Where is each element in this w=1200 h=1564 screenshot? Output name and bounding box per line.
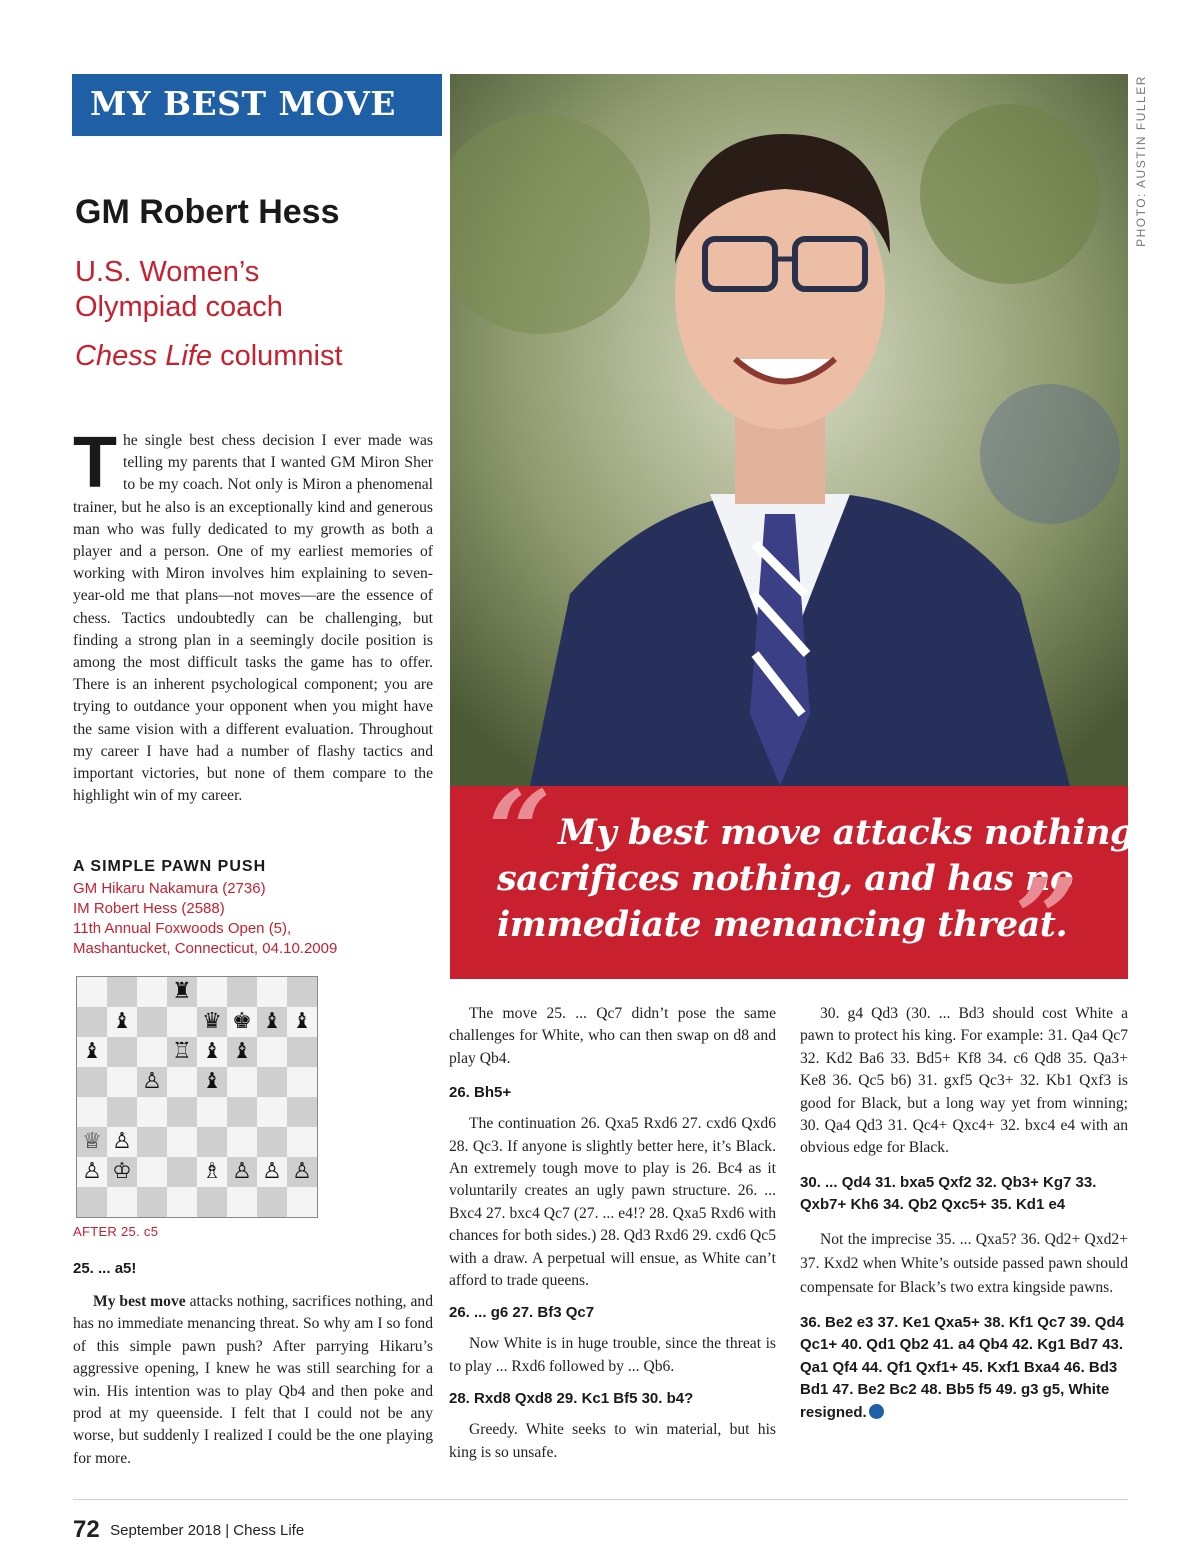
paragraph: 30. g4 Qd3 (30. ... Bd3 should cost White a pawn to protect his king. For example: 31. Qa4 Qc7 32. Kd2 Ba6 33. Bd5+ Kf8 34. c6 Qd8 35. Qa3+ Ke8 36. Qc5 b6) 31. gxf5 Qc3+ 32. Kb1 Qxf3 is good for Black, but a long way yet from winning; 30. Qa4 Qd3 31. Qc4+ Qxc4+ 32. bxc4 e4 with an obvious edge for Black. — [800, 1005, 1128, 1157]
photo-credit — [1131, 74, 1153, 254]
chess-square — [197, 1097, 227, 1127]
page-number: 72 — [73, 1516, 100, 1543]
pull-quote-line2: sacrifices nothing, and has no — [497, 858, 1073, 899]
paragraph-text: attacks nothing, sacrifices nothing, and has no immediate menancing threat. So why am I so fond of this simple pawn push? After parrying Hikaru’s aggressive opening, I knew he was still searching for a win. His intention was to play Qb4 and then poke and prod at my queenside. I felt that I could not be any worse, but suddenly I realized I could be the one playing for more. — [73, 1293, 433, 1467]
chess-piece-square: ♝ — [257, 1007, 287, 1037]
author-role-line2: Olympiad coach — [75, 291, 283, 323]
chess-square — [257, 1187, 287, 1217]
game-place-date: Mashantucket, Connecticut, 04.10.2009 — [73, 940, 338, 957]
author-photo — [450, 74, 1128, 786]
chess-piece-square: ♙ — [227, 1157, 257, 1187]
game-black-player: IM Robert Hess (2588) — [73, 900, 225, 917]
move-annotation: 26. ... g6 27. Bf3 Qc7 — [449, 1304, 595, 1322]
move-annotation: 25. ... a5! — [73, 1260, 137, 1277]
chess-square — [77, 977, 107, 1007]
chess-square — [257, 1037, 287, 1067]
move-annotation: 28. Rxd8 Qxd8 29. Kc1 Bf5 30. b4? — [449, 1390, 694, 1408]
chess-square — [287, 977, 317, 1007]
section-title: MY BEST MOVE — [90, 84, 396, 123]
chess-square — [167, 1127, 197, 1157]
chess-piece-square: ♝ — [77, 1037, 107, 1067]
chess-square — [257, 1067, 287, 1097]
move-annotation: 30. ... Qd4 31. bxa5 Qxf2 32. Qb3+ Kg7 33. Qxb7+ Kh6 34. Qb2 Qxc5+ 35. Kd1 e4 — [800, 1173, 1097, 1213]
move-annotation: 26. Bh5+ — [449, 1084, 512, 1102]
chess-square — [167, 1007, 197, 1037]
paragraph: The move 25. ... Qc7 didn’t pose the same challenges for White, who can then swap on d8 and play Qb4. — [449, 1005, 776, 1067]
game-event: 11th Annual Foxwoods Open (5), — [73, 920, 292, 937]
chess-square — [77, 1007, 107, 1037]
chess-square — [287, 1097, 317, 1127]
chess-piece-square: ♝ — [227, 1037, 257, 1067]
chess-square — [257, 977, 287, 1007]
chess-square — [137, 977, 167, 1007]
chess-square — [197, 1127, 227, 1157]
chess-square — [107, 977, 137, 1007]
chess-square — [287, 1037, 317, 1067]
diagram-caption: AFTER 25. c5 — [73, 1224, 159, 1239]
chess-square — [167, 1097, 197, 1127]
chess-square — [107, 1097, 137, 1127]
author-role-columnist — [75, 340, 343, 373]
chess-piece-square: ♕ — [77, 1127, 107, 1157]
chess-square — [107, 1037, 137, 1067]
chess-square — [137, 1037, 167, 1067]
column-3 — [800, 1003, 1128, 1424]
chess-piece-square: ♚ — [227, 1007, 257, 1037]
columnist-label: columnist — [212, 340, 343, 372]
paragraph: Not the imprecise 35. ... Qxa5? 36. Qd2+ Qxd2+ 37. Kxd2 when White’s outside passed pawn should compensate for Black’s two extra kingside pawns. — [800, 1230, 1128, 1296]
photo-credit-text: PHOTO: AUSTIN FULLER — [1134, 75, 1148, 247]
chess-diagram — [76, 976, 318, 1218]
game-white-player: GM Hikaru Nakamura (2736) — [73, 880, 266, 897]
page-footer — [73, 1516, 304, 1544]
author-portrait-illustration — [450, 74, 1128, 786]
chess-square — [167, 1067, 197, 1097]
paragraph: The continuation 26. Qxa5 Rxd6 27. cxd6 Qxd6 28. Qc3. If anyone is slightly better here, it’s Black. An extremely tough move to play is 26. Bc4 as it voluntarily creates an ugly pawn structure. 26. ... Bxc4 27. bxc4 Qc7 (27. ... e4!? 28. Qxa5 Rxd6 with chances for both sides.) 28. Qd3 Rxd6 29. cxd6 Qc5 with a draw. A perpetual will ensue, as White can’t afford to trade queens. — [449, 1115, 776, 1290]
chess-square — [227, 1127, 257, 1157]
final-moves: 36. Be2 e3 37. Ke1 Qxa5+ 38. Kf1 Qc7 39. Qd4 Qc1+ 40. Qd1 Qb2 41. a4 Qb4 42. Kg1 Bd7 43. Qa1 Qf4 44. Qf1 Qxf1+ 45. Kxf1 Bxa4 46. Bd3 Bd1 47. Be2 Bc2 48. Bb5 f5 49. g3 g5, White resigned. — [800, 1313, 1124, 1421]
chess-square — [137, 1007, 167, 1037]
chess-piece-square: ♖ — [167, 1037, 197, 1067]
chess-piece-square: ♝ — [197, 1037, 227, 1067]
chess-square — [227, 1187, 257, 1217]
paragraph — [73, 1291, 433, 1470]
chess-square — [257, 1127, 287, 1157]
end-mark-icon — [869, 1404, 884, 1419]
chess-square — [137, 1127, 167, 1157]
bold-lead: My best move — [93, 1293, 186, 1310]
drop-cap: T — [73, 423, 117, 503]
game-title: A SIMPLE PAWN PUSH — [73, 858, 267, 875]
column-1 — [73, 1260, 433, 1470]
chess-square — [287, 1187, 317, 1217]
chess-square — [227, 1097, 257, 1127]
chess-square — [227, 1067, 257, 1097]
chess-square — [287, 1067, 317, 1097]
chess-piece-square: ♜ — [167, 977, 197, 1007]
close-quote-mark: ” — [1015, 854, 1079, 983]
chess-square — [167, 1187, 197, 1217]
paragraph: Greedy. White seeks to win material, but his king is so unsafe. — [449, 1421, 776, 1461]
chess-piece-square: ♙ — [77, 1157, 107, 1187]
pull-quote-line3: immediate menancing threat. — [497, 904, 1068, 945]
chess-piece-square: ♝ — [107, 1007, 137, 1037]
author-name: GM Robert Hess — [75, 193, 340, 231]
chess-square — [137, 1097, 167, 1127]
chess-piece-square: ♝ — [287, 1007, 317, 1037]
chess-square — [137, 1157, 167, 1187]
author-role-line1: U.S. Women’s — [75, 256, 260, 288]
chess-square — [197, 977, 227, 1007]
section-banner — [72, 74, 442, 136]
footer-divider — [73, 1499, 1128, 1500]
issue-info: September 2018 | Chess Life — [110, 1521, 305, 1539]
chess-square — [287, 1127, 317, 1157]
column-2 — [449, 1003, 776, 1464]
move-annotation-final — [800, 1312, 1128, 1425]
chess-piece-square: ♔ — [107, 1157, 137, 1187]
intro-text: he single best chess decision I ever made was telling my parents that I wanted GM Miron Sher to be my coach. Not only is Miron a phenomenal trainer, but he also is an exceptionally kind and generous man who was fully dedicated to my growth as both a player and a person. One of my earliest memories of working with Miron involves him explaining to seven-year-old me that plans—not moves—are the essence of chess. Tactics undoubtedly can be challenging, but finding a strong plan in a seemingly docile position is among the most difficult tasks the game has to offer. There is an inherent psychological component; you are trying to outdance your opponent when you might have the same vision with a different evaluation. Throughout my career I have had a number of flashy tactics and important victories, but none of them compare to the highlight win of my career. — [73, 432, 433, 805]
chess-square — [227, 977, 257, 1007]
chess-square — [107, 1067, 137, 1097]
chess-square — [137, 1187, 167, 1217]
chess-square — [77, 1067, 107, 1097]
chess-square — [197, 1187, 227, 1217]
chess-piece-square: ♗ — [197, 1157, 227, 1187]
chess-square — [107, 1187, 137, 1217]
chess-square — [257, 1097, 287, 1127]
magazine-name: Chess Life — [75, 340, 213, 372]
pull-quote — [450, 766, 1146, 983]
chess-piece-square: ♙ — [107, 1127, 137, 1157]
paragraph: Now White is in huge trouble, since the threat is to play ... Rxd6 followed by ... Qb6. — [449, 1335, 776, 1375]
intro-paragraph — [73, 423, 433, 807]
chess-piece-square: ♙ — [257, 1157, 287, 1187]
chess-piece-square: ♙ — [137, 1067, 167, 1097]
chess-square — [77, 1097, 107, 1127]
chess-square — [167, 1157, 197, 1187]
open-quote-mark: “ — [488, 766, 552, 895]
chess-piece-square: ♙ — [287, 1157, 317, 1187]
chess-piece-square: ♝ — [197, 1067, 227, 1097]
chess-square — [77, 1187, 107, 1217]
pull-quote-line1: My best move attacks nothing, — [558, 812, 1146, 853]
chess-piece-square: ♛ — [197, 1007, 227, 1037]
